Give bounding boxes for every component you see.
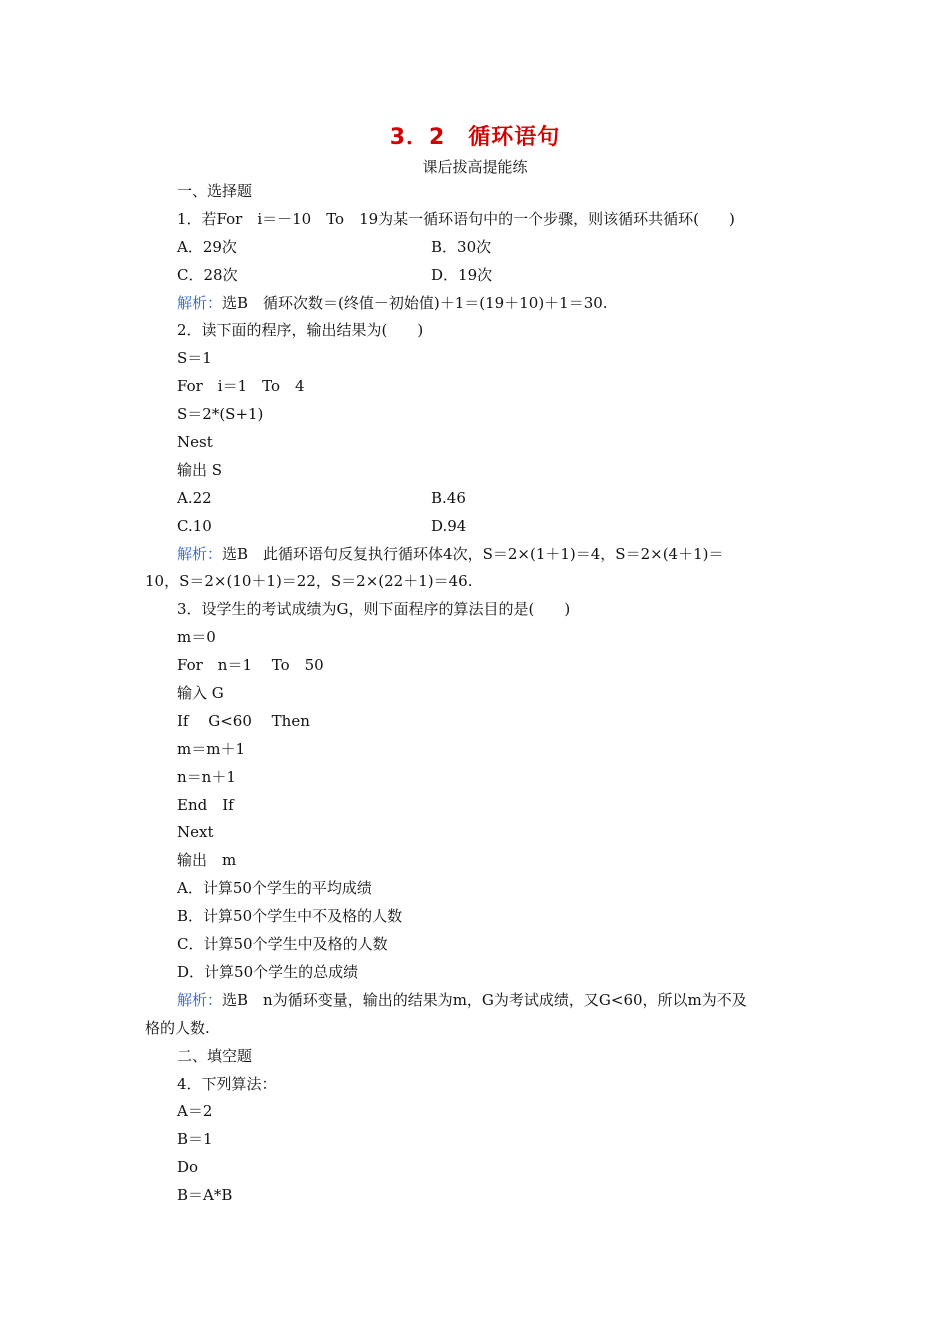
question-3-analysis-line-2: 格的人数. (145, 1018, 210, 1037)
question-3-option-b: B．计算50个学生中不及格的人数 (177, 907, 403, 926)
code-line: Do (177, 1158, 199, 1177)
code-line: If G<60 Then (177, 711, 310, 730)
code-line: B＝1 (177, 1130, 213, 1149)
question-3-option-c: C．计算50个学生中及格的人数 (177, 935, 388, 954)
code-line: Nest (177, 433, 213, 452)
question-2-option-d: D.94 (431, 516, 467, 535)
analysis-label: 解析： (177, 544, 223, 563)
analysis-text: 选B 循环次数＝(终值－初始值)＋1＝(19＋10)＋1＝30. (222, 293, 608, 312)
analysis-text: 选B 此循环语句反复执行循环体4次，S＝2×(1＋1)＝4，S＝2×(4＋1)＝ (222, 544, 724, 563)
code-line: B＝A*B (177, 1186, 233, 1205)
code-line: 输入 G (177, 684, 224, 703)
question-3-stem: 3．设学生的考试成绩为G，则下面程序的算法目的是( ) (177, 600, 571, 619)
question-1-option-d: D．19次 (431, 265, 493, 284)
code-line: S＝2*(S+1) (177, 405, 264, 424)
question-1-option-c: C．28次 (177, 265, 238, 284)
question-2-analysis-line-1 (145, 541, 810, 569)
section-heading-fill: 二、填空题 (177, 1046, 253, 1065)
code-line: End If (177, 795, 234, 814)
code-line: m＝m＋1 (177, 739, 245, 758)
question-1-options-row-1 (145, 234, 810, 262)
code-line: A＝2 (177, 1102, 213, 1121)
question-1-options-row-2 (145, 262, 810, 290)
code-line: m＝0 (177, 628, 216, 647)
question-1-option-a: A．29次 (177, 237, 237, 256)
code-line: 输出 m (177, 851, 237, 870)
question-1-stem: 1．若For i＝－10 To 19为某一循环语句中的一个步骤，则该循环共循环( ) (177, 209, 735, 228)
document-body (145, 178, 810, 1210)
code-line: S＝1 (177, 349, 212, 368)
analysis-label: 解析： (177, 990, 223, 1009)
question-3-option-a: A．计算50个学生的平均成绩 (177, 879, 372, 898)
question-2-option-a: A.22 (177, 488, 212, 507)
code-line: 输出 S (177, 460, 223, 479)
question-2-stem: 2．读下面的程序，输出结果为( ) (177, 321, 424, 340)
question-2-option-b: B.46 (431, 488, 466, 507)
code-line: For i＝1 To 4 (177, 377, 305, 396)
code-line: n＝n＋1 (177, 767, 236, 786)
question-3-analysis-line-1 (145, 987, 810, 1015)
page-title: 3．2 循环语句 (389, 125, 561, 150)
question-2-option-c: C.10 (177, 516, 212, 535)
question-2-options-row-1 (145, 485, 810, 513)
code-line: For n＝1 To 50 (177, 656, 324, 675)
question-2-options-row-2 (145, 513, 810, 541)
question-4-stem: 4．下列算法： (177, 1074, 277, 1093)
question-1-analysis (145, 290, 810, 318)
question-2-analysis-line-2: 10，S＝2×(10＋1)＝22，S＝2×(22＋1)＝46. (145, 572, 473, 591)
section-heading-choice: 一、选择题 (177, 182, 253, 200)
page-subtitle: 课后拔高提能练 (422, 158, 528, 176)
analysis-label: 解析： (177, 293, 223, 312)
analysis-text: 选B n为循环变量，输出的结果为m，G为考试成绩，又G<60，所以m为不及 (222, 990, 747, 1009)
question-1-option-b: B．30次 (431, 237, 492, 256)
code-line: Next (177, 823, 214, 842)
question-3-option-d: D．计算50个学生的总成绩 (177, 962, 359, 981)
